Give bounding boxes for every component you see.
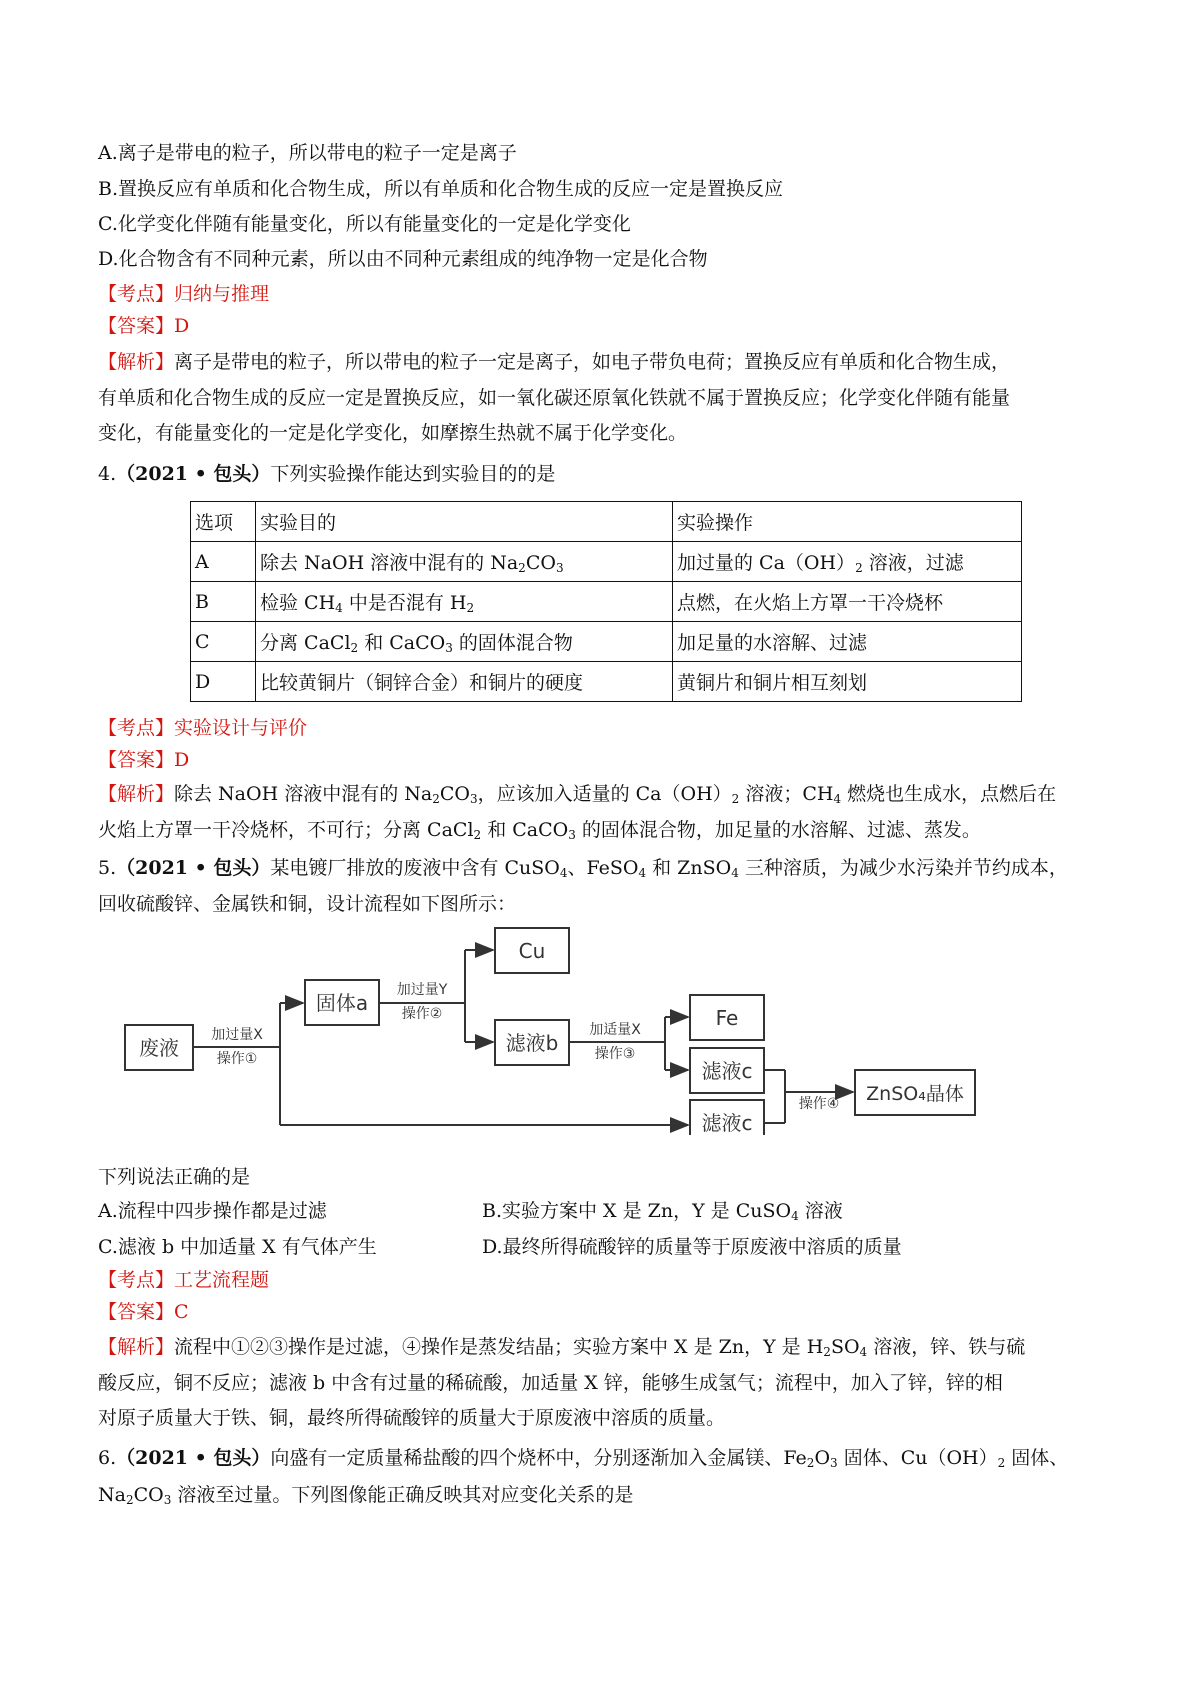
stem-sub: 2 — [997, 1456, 1006, 1470]
analysis-sub: 2 — [473, 828, 482, 842]
stem-text: 向盛有一定质量稀盐酸的四个烧杯中，分别逐渐加入金属镁、Fe — [270, 1447, 807, 1469]
question-source: （2021 • 包头） — [116, 463, 271, 485]
cell-text: CO — [525, 552, 556, 574]
q4-kaodian — [98, 716, 307, 740]
product-label: ZnSO₄晶体 — [866, 1083, 964, 1105]
q5-analysis-line-3: 对原子质量大于铁、铜，最终所得硫酸锌的质量大于原废液中溶质的质量。 — [98, 1407, 726, 1429]
analysis-sub: 2 — [731, 792, 740, 806]
cell-sub: 2 — [350, 641, 359, 655]
cell-text: 检验 CH — [260, 592, 336, 614]
q4-stem — [98, 462, 555, 486]
analysis-sub: 3 — [568, 828, 576, 842]
cell-text: 溶液，过滤 — [862, 552, 964, 574]
cell-text: 和 CaCO — [358, 632, 446, 654]
cu-label: Cu — [518, 939, 546, 963]
answer-value: D — [174, 315, 190, 337]
q5-analysis-line-2: 酸反应，铜不反应；滤液 b 中含有过量的稀硫酸，加适量 X 锌，能够生成氢气；流程中，加入了锌，锌的相 — [98, 1372, 1003, 1394]
q4-analysis-line-1 — [98, 782, 1056, 806]
q3-analysis-line-3: 变化，有能量变化的一定是化学变化，如摩擦生热就不属于化学变化。 — [98, 422, 688, 444]
table-cell-option: B — [191, 582, 256, 622]
analysis-label: 【解析】 — [98, 783, 175, 805]
question-source: （2021 • 包头） — [116, 857, 271, 879]
q6-stem-line-1 — [98, 1446, 1068, 1470]
cell-text: 分离 CaCl — [260, 632, 351, 654]
step1-top-label: 加过量X — [211, 1027, 263, 1043]
stem-text: 固体、 — [1005, 1447, 1069, 1469]
analysis-label: 【解析】 — [98, 351, 175, 373]
answer-label: 【答案】 — [98, 1301, 175, 1323]
q3-option-d: D.化合物含有不同种元素，所以由不同种元素组成的纯净物一定是化合物 — [98, 248, 708, 270]
question-source: （2021 • 包头） — [116, 1447, 271, 1469]
q5-option-a: A.流程中四步操作都是过滤 — [98, 1200, 327, 1222]
kaodian-value: 归纳与推理 — [174, 283, 270, 305]
question-stem: 下列实验操作能达到实验目的的是 — [270, 463, 556, 485]
option-sub: 4 — [791, 1209, 799, 1223]
analysis-text: 离子是带电的粒子，所以带电的粒子一定是离子，如电子带负电荷；置换反应有单质和化合物生成， — [174, 351, 1011, 373]
cell-text: 的固体混合物 — [452, 632, 573, 654]
analysis-sub: 2 — [432, 792, 440, 806]
stem-text: 、FeSO — [567, 857, 639, 879]
q5-option-c: C.滤液 b 中加适量 X 有气体产生 — [98, 1236, 377, 1258]
stem-text: 固体、Cu（OH） — [837, 1447, 998, 1469]
fe-label: Fe — [715, 1006, 739, 1030]
kaodian-label: 【考点】 — [98, 717, 175, 739]
analysis-label: 【解析】 — [98, 1336, 175, 1358]
cell-sub: 2 — [466, 601, 475, 615]
table-cell-purpose — [256, 582, 673, 622]
analysis-text: 燃烧也生成水，点燃后在 — [841, 783, 1057, 805]
q5-kaodian — [98, 1268, 269, 1292]
cell-text: 加过量的 Ca（OH） — [677, 552, 856, 574]
step3-bottom-label: 操作③ — [594, 1046, 636, 1062]
option-text: B.实验方案中 X 是 Zn，Y 是 CuSO — [482, 1200, 792, 1222]
q5-analysis-line-1 — [98, 1335, 1025, 1359]
experiment-table — [190, 501, 1022, 702]
answer-label: 【答案】 — [98, 749, 175, 771]
cell-sub: 3 — [555, 561, 564, 575]
stem-sub: 3 — [163, 1493, 172, 1507]
table-cell-operation: 加足量的水溶解、过滤 — [673, 622, 1022, 662]
q5-stem-line-2: 回收硫酸锌、金属铁和铜，设计流程如下图所示： — [98, 893, 517, 915]
answer-value: C — [174, 1301, 189, 1323]
cell-sub: 2 — [518, 561, 526, 575]
table-header-cell: 实验操作 — [673, 502, 1022, 542]
q3-option-b: B.置换反应有单质和化合物生成，所以有单质和化合物生成的反应一定是置换反应 — [98, 178, 784, 200]
stem-sub: 4 — [559, 866, 568, 880]
q5-stem-line-1 — [98, 856, 1068, 880]
q5-option-d: D.最终所得硫酸锌的质量等于原废液中溶质的质量 — [482, 1236, 902, 1258]
table-cell-operation: 黄铜片和铜片相互刻划 — [673, 662, 1022, 702]
answer-value: D — [174, 749, 190, 771]
cell-text: 中是否混有 H — [342, 592, 467, 614]
stem-sub: 3 — [830, 1456, 838, 1470]
option-text: 溶液 — [798, 1200, 843, 1222]
q5-option-b — [482, 1199, 843, 1223]
filtrate-c2-label: 滤液c — [701, 1111, 753, 1135]
table-cell-operation — [673, 542, 1022, 582]
cell-sub: 4 — [335, 601, 343, 615]
stem-text: CO — [133, 1484, 164, 1506]
table-row — [191, 622, 1022, 662]
table-row — [191, 542, 1022, 582]
analysis-sub: 2 — [823, 1345, 831, 1359]
stem-sub: 4 — [638, 866, 647, 880]
analysis-text: 溶液；CH — [739, 783, 834, 805]
process-flow-diagram — [115, 920, 1015, 1135]
waste-label: 废液 — [139, 1036, 179, 1060]
analysis-sub: 4 — [833, 792, 842, 806]
cell-sub: 3 — [445, 641, 453, 655]
table-cell-purpose — [256, 622, 673, 662]
stem-sub: 2 — [125, 1493, 134, 1507]
question-number: 4. — [98, 463, 117, 485]
table-header-cell: 实验目的 — [256, 502, 673, 542]
q6-stem-line-2 — [98, 1483, 633, 1507]
q3-option-a: A.离子是带电的粒子，所以带电的粒子一定是离子 — [98, 142, 517, 164]
q3-answer — [98, 314, 189, 338]
q4-analysis-line-2 — [98, 818, 981, 842]
analysis-sub: 3 — [469, 792, 478, 806]
stem-text: 溶液至过量。下列图像能正确反映其对应变化关系的是 — [171, 1484, 634, 1506]
step4-label: 操作④ — [798, 1096, 840, 1112]
filtrate-b-label: 滤液b — [505, 1031, 559, 1055]
analysis-sub: 4 — [859, 1345, 868, 1359]
step2-top-label: 加过量Y — [396, 982, 448, 998]
q4-answer — [98, 748, 189, 772]
table-cell-purpose: 比较黄铜片（铜锌合金）和铜片的硬度 — [256, 662, 673, 702]
analysis-text: ，应该加入适量的 Ca（OH） — [477, 783, 732, 805]
stem-text: Na — [98, 1484, 126, 1506]
analysis-text: CO — [439, 783, 470, 805]
question-number: 5. — [98, 857, 117, 879]
kaodian-label: 【考点】 — [98, 283, 175, 305]
table-cell-option: C — [191, 622, 256, 662]
solid-a-label: 固体a — [315, 991, 369, 1015]
analysis-text: 流程中①②③操作是过滤，④操作是蒸发结晶；实验方案中 X 是 Zn，Y 是 H — [174, 1336, 824, 1358]
analysis-text: 溶液，锌、铁与硫 — [867, 1336, 1026, 1358]
kaodian-label: 【考点】 — [98, 1269, 175, 1291]
q3-kaodian — [98, 282, 269, 306]
analysis-text: 火焰上方罩一干冷烧杯，不可行；分离 CaCl — [98, 819, 474, 841]
answer-label: 【答案】 — [98, 315, 175, 337]
question-number: 6. — [98, 1447, 117, 1469]
table-cell-option: D — [191, 662, 256, 702]
stem-text: O — [814, 1447, 831, 1469]
stem-sub: 4 — [731, 866, 739, 880]
table-header-cell: 选项 — [191, 502, 256, 542]
stem-text: 某电镀厂排放的废液中含有 CuSO — [270, 857, 560, 879]
q3-analysis-line-2: 有单质和化合物生成的反应一定是置换反应，如一氧化碳还原氧化铁就不属于置换反应；化学变化伴随有能量 — [98, 387, 1011, 409]
table-cell-operation: 点燃，在火焰上方罩一干冷烧杯 — [673, 582, 1022, 622]
analysis-text: SO — [830, 1336, 860, 1358]
cell-text: 除去 NaOH 溶液中混有的 Na — [260, 552, 519, 574]
step1-bottom-label: 操作① — [216, 1051, 258, 1067]
q5-answer — [98, 1300, 189, 1324]
kaodian-value: 工艺流程题 — [174, 1269, 270, 1291]
q3-analysis-line-1 — [98, 350, 1010, 374]
analysis-text: 的固体混合物，加足量的水溶解、过滤、蒸发。 — [575, 819, 981, 841]
step2-bottom-label: 操作② — [401, 1006, 443, 1022]
stem-text: 和 ZnSO — [646, 857, 732, 879]
table-row — [191, 582, 1022, 622]
analysis-text: 和 CaCO — [481, 819, 569, 841]
filtrate-c1-label: 滤液c — [701, 1059, 753, 1083]
table-row — [191, 662, 1022, 702]
q5-prompt: 下列说法正确的是 — [98, 1166, 251, 1188]
step3-top-label: 加适量X — [589, 1022, 641, 1038]
stem-sub: 2 — [806, 1456, 815, 1470]
cell-sub: 2 — [855, 561, 863, 575]
q3-option-c: C.化学变化伴随有能量变化，所以有能量变化的一定是化学变化 — [98, 213, 631, 235]
kaodian-value: 实验设计与评价 — [174, 717, 308, 739]
stem-text: 三种溶质，为减少水污染并节约成本， — [738, 857, 1068, 879]
table-cell-purpose — [256, 542, 673, 582]
table-cell-option: A — [191, 542, 256, 582]
table-header-row — [191, 502, 1022, 542]
analysis-text: 除去 NaOH 溶液中混有的 Na — [174, 783, 433, 805]
